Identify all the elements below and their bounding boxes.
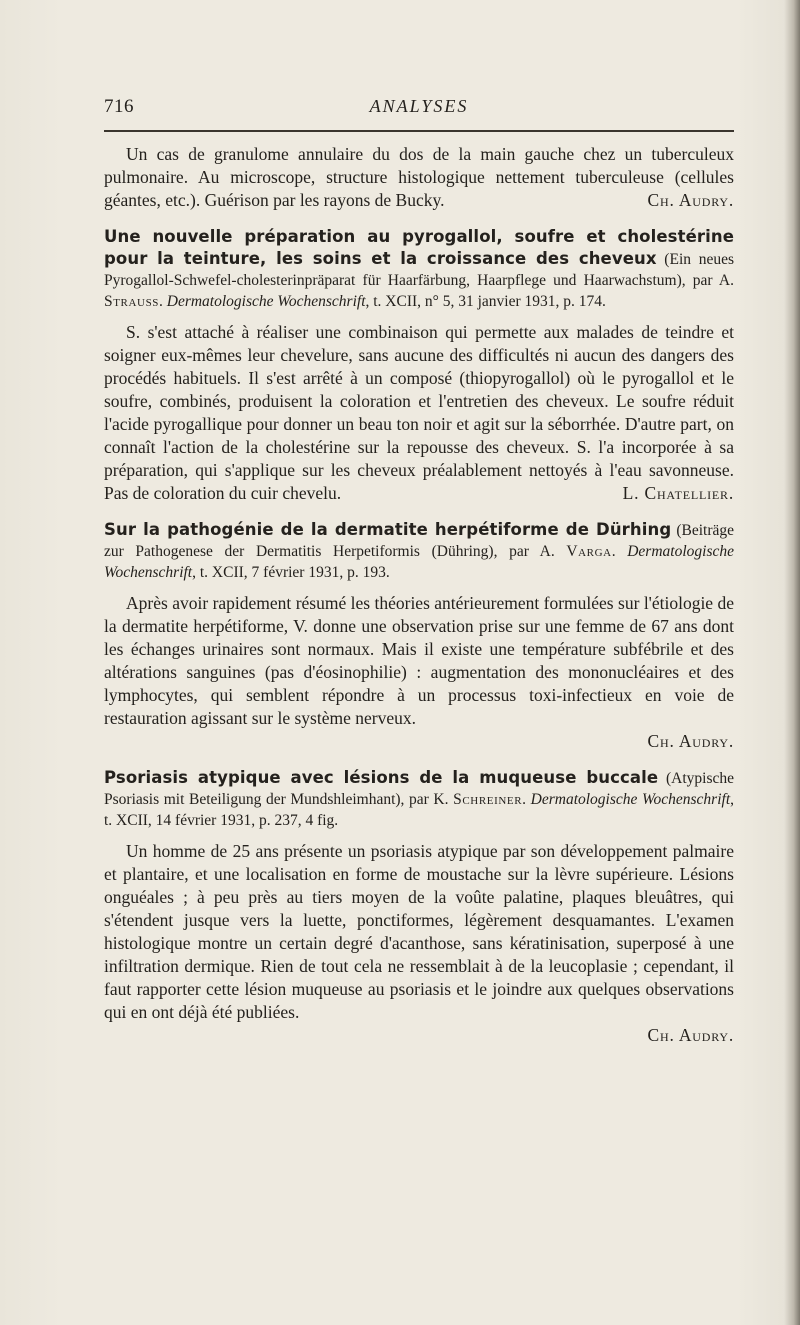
article-author: Strauss (104, 293, 159, 310)
article-signature: Ch. Audry. (647, 1025, 734, 1045)
page-number: 716 (104, 96, 134, 117)
article-body (104, 592, 734, 730)
article-journal: Dermatologische Wochenschrift (104, 543, 734, 581)
header-rule (104, 130, 734, 132)
article-signature: Ch. Audry. (647, 731, 734, 751)
article-heading (104, 519, 734, 583)
article-body-text: Un homme de 25 ans présente un psoriasis atypique par son développement palmaire et plantaire, et une localisation en forme de moustache sur la lèvre supérieure. Lésions onguéales ; à peu près au tiers moyen de la voûte palatine, plaques bleuâtres, qui s'étendent jusque vers la luette, ponctiformes, légèrement desquamantes. L'examen histologique montre un certain degré d'acanthose, sans kératinisation, superposé à une infiltration dermique. Rien de tout cela ne ressemblait à de la leucoplasie ; cependant, il faut rapporter cette lésion muqueuse au psoriasis et le joindre aux quelques observations qui en ont déjà été publiées. (104, 841, 734, 1022)
running-head: ANALYSES (369, 96, 469, 116)
article-heading (104, 226, 734, 312)
article-signature: L. Chatellier. (622, 483, 734, 503)
article-journal: Dermatologische Wochenschrift (530, 791, 731, 808)
article-ref-sep: . (159, 293, 167, 310)
article-author: Schreiner (453, 791, 523, 808)
article-ref-sep: . (522, 791, 531, 808)
article-body (104, 840, 734, 1024)
article-ref-close: , t. XCII, 7 février 1931, p. 193. (192, 564, 390, 581)
article-schreiner (104, 767, 734, 1047)
article-ref-close: , t. XCII, n° 5, 31 janvier 1931, p. 174. (365, 293, 606, 310)
page-header (104, 96, 734, 126)
article-title: Sur la pathogénie de la dermatite herpétiforme de Dürhing (104, 520, 672, 539)
article-strauss (104, 226, 734, 505)
article-body-text: Après avoir rapidement résumé les théories antérieurement formulées sur l'étiologie de la dermatite herpétiforme, V. donne une observation prise sur une femme de 67 ans dont les échanges urinaires sont normaux. Mais il existe une température subfébrile et des altérations sanguines (pas d'éosinophilie) : augmentation des mononucléaires et des lymphocytes, qui semblent répondre à un processus toxi-infectieux en voie de restauration agissant sur le système nerveux. (104, 593, 734, 728)
article-ref-open: (Ein neues Pyrogallol-Schwefel-cholesterinpräparat für Haarfärbung, Haarpflege und Haarwachstum), par A. (104, 251, 735, 289)
article-journal: Dermatologische Wochenschrift (166, 293, 366, 310)
article-ref-sep: . (611, 543, 628, 560)
article-heading (104, 767, 734, 831)
article-ref-open: (Atypische Psoriasis mit Beteiligung der Mundshleimhant), par K. (104, 770, 734, 808)
article-title: Une nouvelle préparation au pyrogallol, soufre et cholestérine pour la teinture, les soins et la croissance des cheveux (104, 227, 734, 268)
article-title: Psoriasis atypique avec lésions de la muqueuse buccale (104, 768, 659, 787)
intro-signature: Ch. Audry. (647, 190, 734, 210)
intro-paragraph (104, 143, 734, 212)
intro-review (104, 143, 734, 212)
article-ref-open: (Beiträge zur Pathogenese der Dermatitis Herpetiformis (Dühring), par A. (104, 522, 735, 560)
page-edge-shadow (784, 0, 800, 1325)
article-ref-close: , t. XCII, 14 février 1931, p. 237, 4 fig. (104, 791, 734, 829)
article-body-text: S. s'est attaché à réaliser une combinaison qui permette aux malades de teindre et soigner eux-mêmes leur chevelure, sans aucune des difficultés ni aucun des dangers des procédés habituels. Il s'est arrêté à un composé (thiopyrogallol) où le pyrogallol et le soufre, combinés, produisent la coloration et l'entretien des cheveux. Le soufre réduit l'acide pyrogallique pour donner un beau ton noir et agit sur la séborrhée. D'autre part, on connaît l'action de la cholestérine sur la repousse des cheveux. S. l'a incorporée à sa préparation, qui s'applique sur les cheveux préalablement nettoyés à l'eau savonneuse. Pas de coloration du cuir chevelu. (104, 322, 734, 503)
page-content (104, 143, 734, 1047)
article-varga (104, 519, 734, 753)
article-body (104, 321, 734, 505)
intro-text: Un cas de granulome annulaire du dos de la main gauche chez un tuberculeux pulmonaire. Au microscope, structure histologique nettement tuberculeuse (cellules géantes, etc.). Guérison par les rayons de Bucky. (104, 144, 734, 210)
article-author: Varga (566, 543, 612, 560)
